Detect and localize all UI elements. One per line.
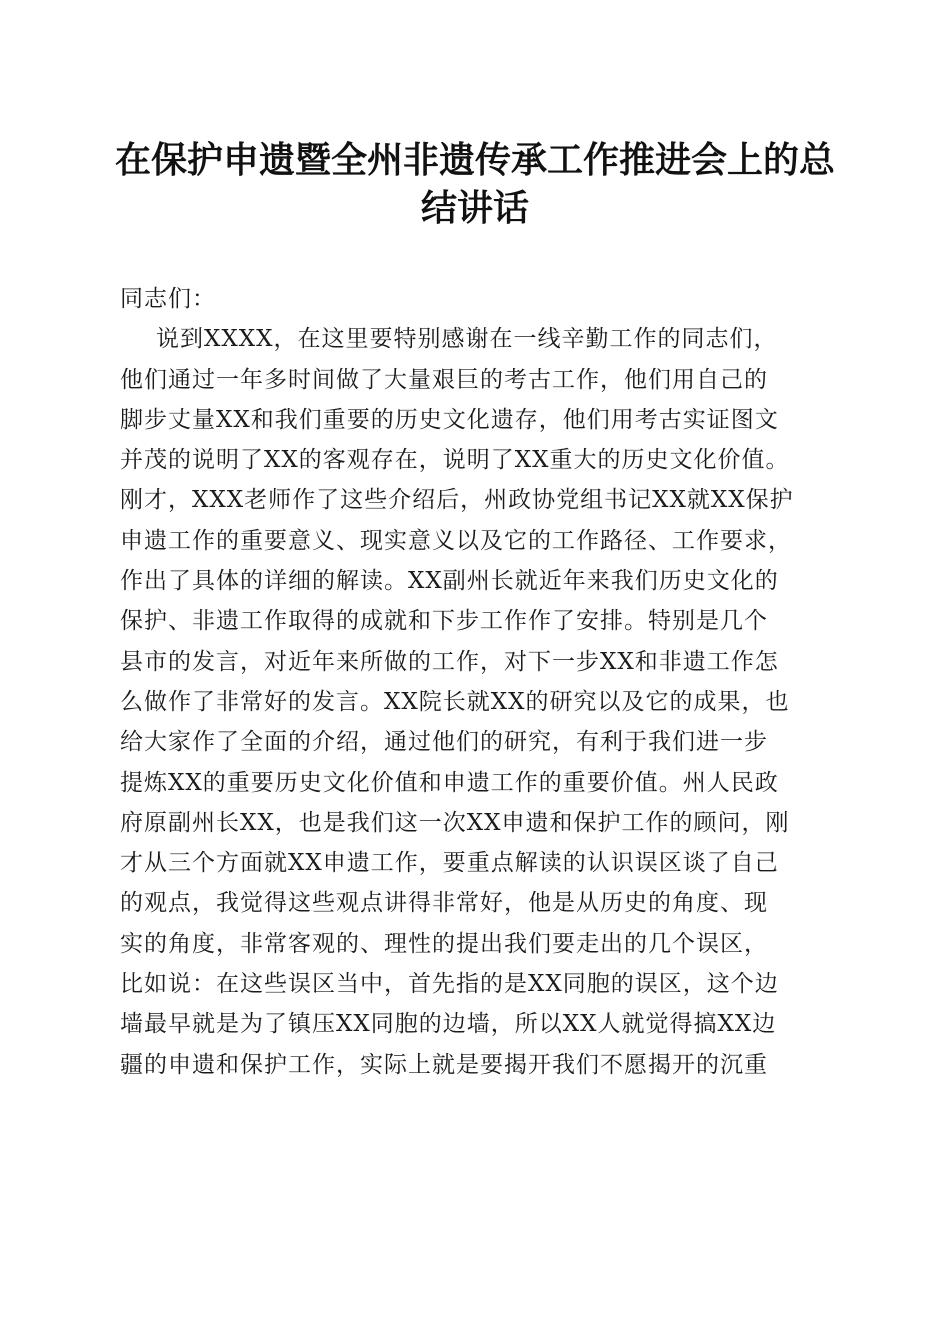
document-body	[120, 279, 860, 1085]
paragraph-line: 说到XXXX，在这里要特别感谢在一线辛勤工作的同志们，	[156, 326, 778, 353]
paragraph-line: 么做作了非常好的发言。XX院长就XX的研究以及它的成果，也	[120, 688, 790, 715]
paragraph-line: 才从三个方面就XX申遗工作，要重点解读的认识误区谈了自己	[120, 850, 779, 877]
paragraph-line: 申遗工作的重要意义、现实意义以及它的工作路径、工作要求，	[120, 527, 792, 554]
title-line-1: 在保护申遗暨全州非遗传承工作推进会上的总	[114, 139, 835, 181]
title-line-2: 结讲话	[420, 187, 529, 229]
paragraph-line: 刚才，XXX老师作了这些介绍后，州政协党组书记XX就XX保护	[120, 487, 794, 514]
paragraph-line: 县市的发言，对近年来所做的工作，对下一步XX和非遗工作怎	[120, 648, 779, 675]
paragraph-line: 提炼XX的重要历史文化价值和申遗工作的重要价值。州人民政	[120, 769, 779, 796]
paragraph-line: 他们通过一年多时间做了大量艰巨的考古工作，他们用自己的	[120, 366, 768, 393]
paragraph-line: 实的角度，非常客观的、理性的提出我们要走出的几个误区，	[120, 930, 768, 957]
paragraph-line: 作出了具体的详细的解读。XX副州长就近年来我们历史文化的	[120, 568, 779, 595]
salutation: 同志们：	[120, 286, 216, 312]
paragraph-line: 比如说：在这些误区当中，首先指的是XX同胞的误区，这个边	[120, 971, 779, 998]
paragraph-line: 保护、非遗工作取得的成就和下步工作作了安排。特别是几个	[120, 608, 768, 635]
paragraph-line: 府原副州长XX，也是我们这一次XX申遗和保护工作的顾问，刚	[120, 809, 790, 836]
document-title	[100, 136, 850, 232]
paragraph-line: 给大家作了全面的介绍，通过他们的研究，有利于我们进一步	[120, 729, 768, 756]
paragraph-line: 墙最早就是为了镇压XX同胞的边墙，所以XX人就觉得搞XX边	[120, 1011, 777, 1038]
paragraph-line: 脚步丈量XX和我们重要的历史文化遗存，他们用考古实证图文	[120, 406, 779, 433]
paragraph-line: 并茂的说明了XX的客观存在，说明了XX重大的历史文化价值。	[120, 447, 790, 474]
paragraph-line: 的观点，我觉得这些观点讲得非常好，他是从历史的角度、现	[120, 890, 768, 917]
paragraph-line: 疆的申遗和保护工作，实际上就是要揭开我们不愿揭开的沉重	[120, 1051, 768, 1078]
